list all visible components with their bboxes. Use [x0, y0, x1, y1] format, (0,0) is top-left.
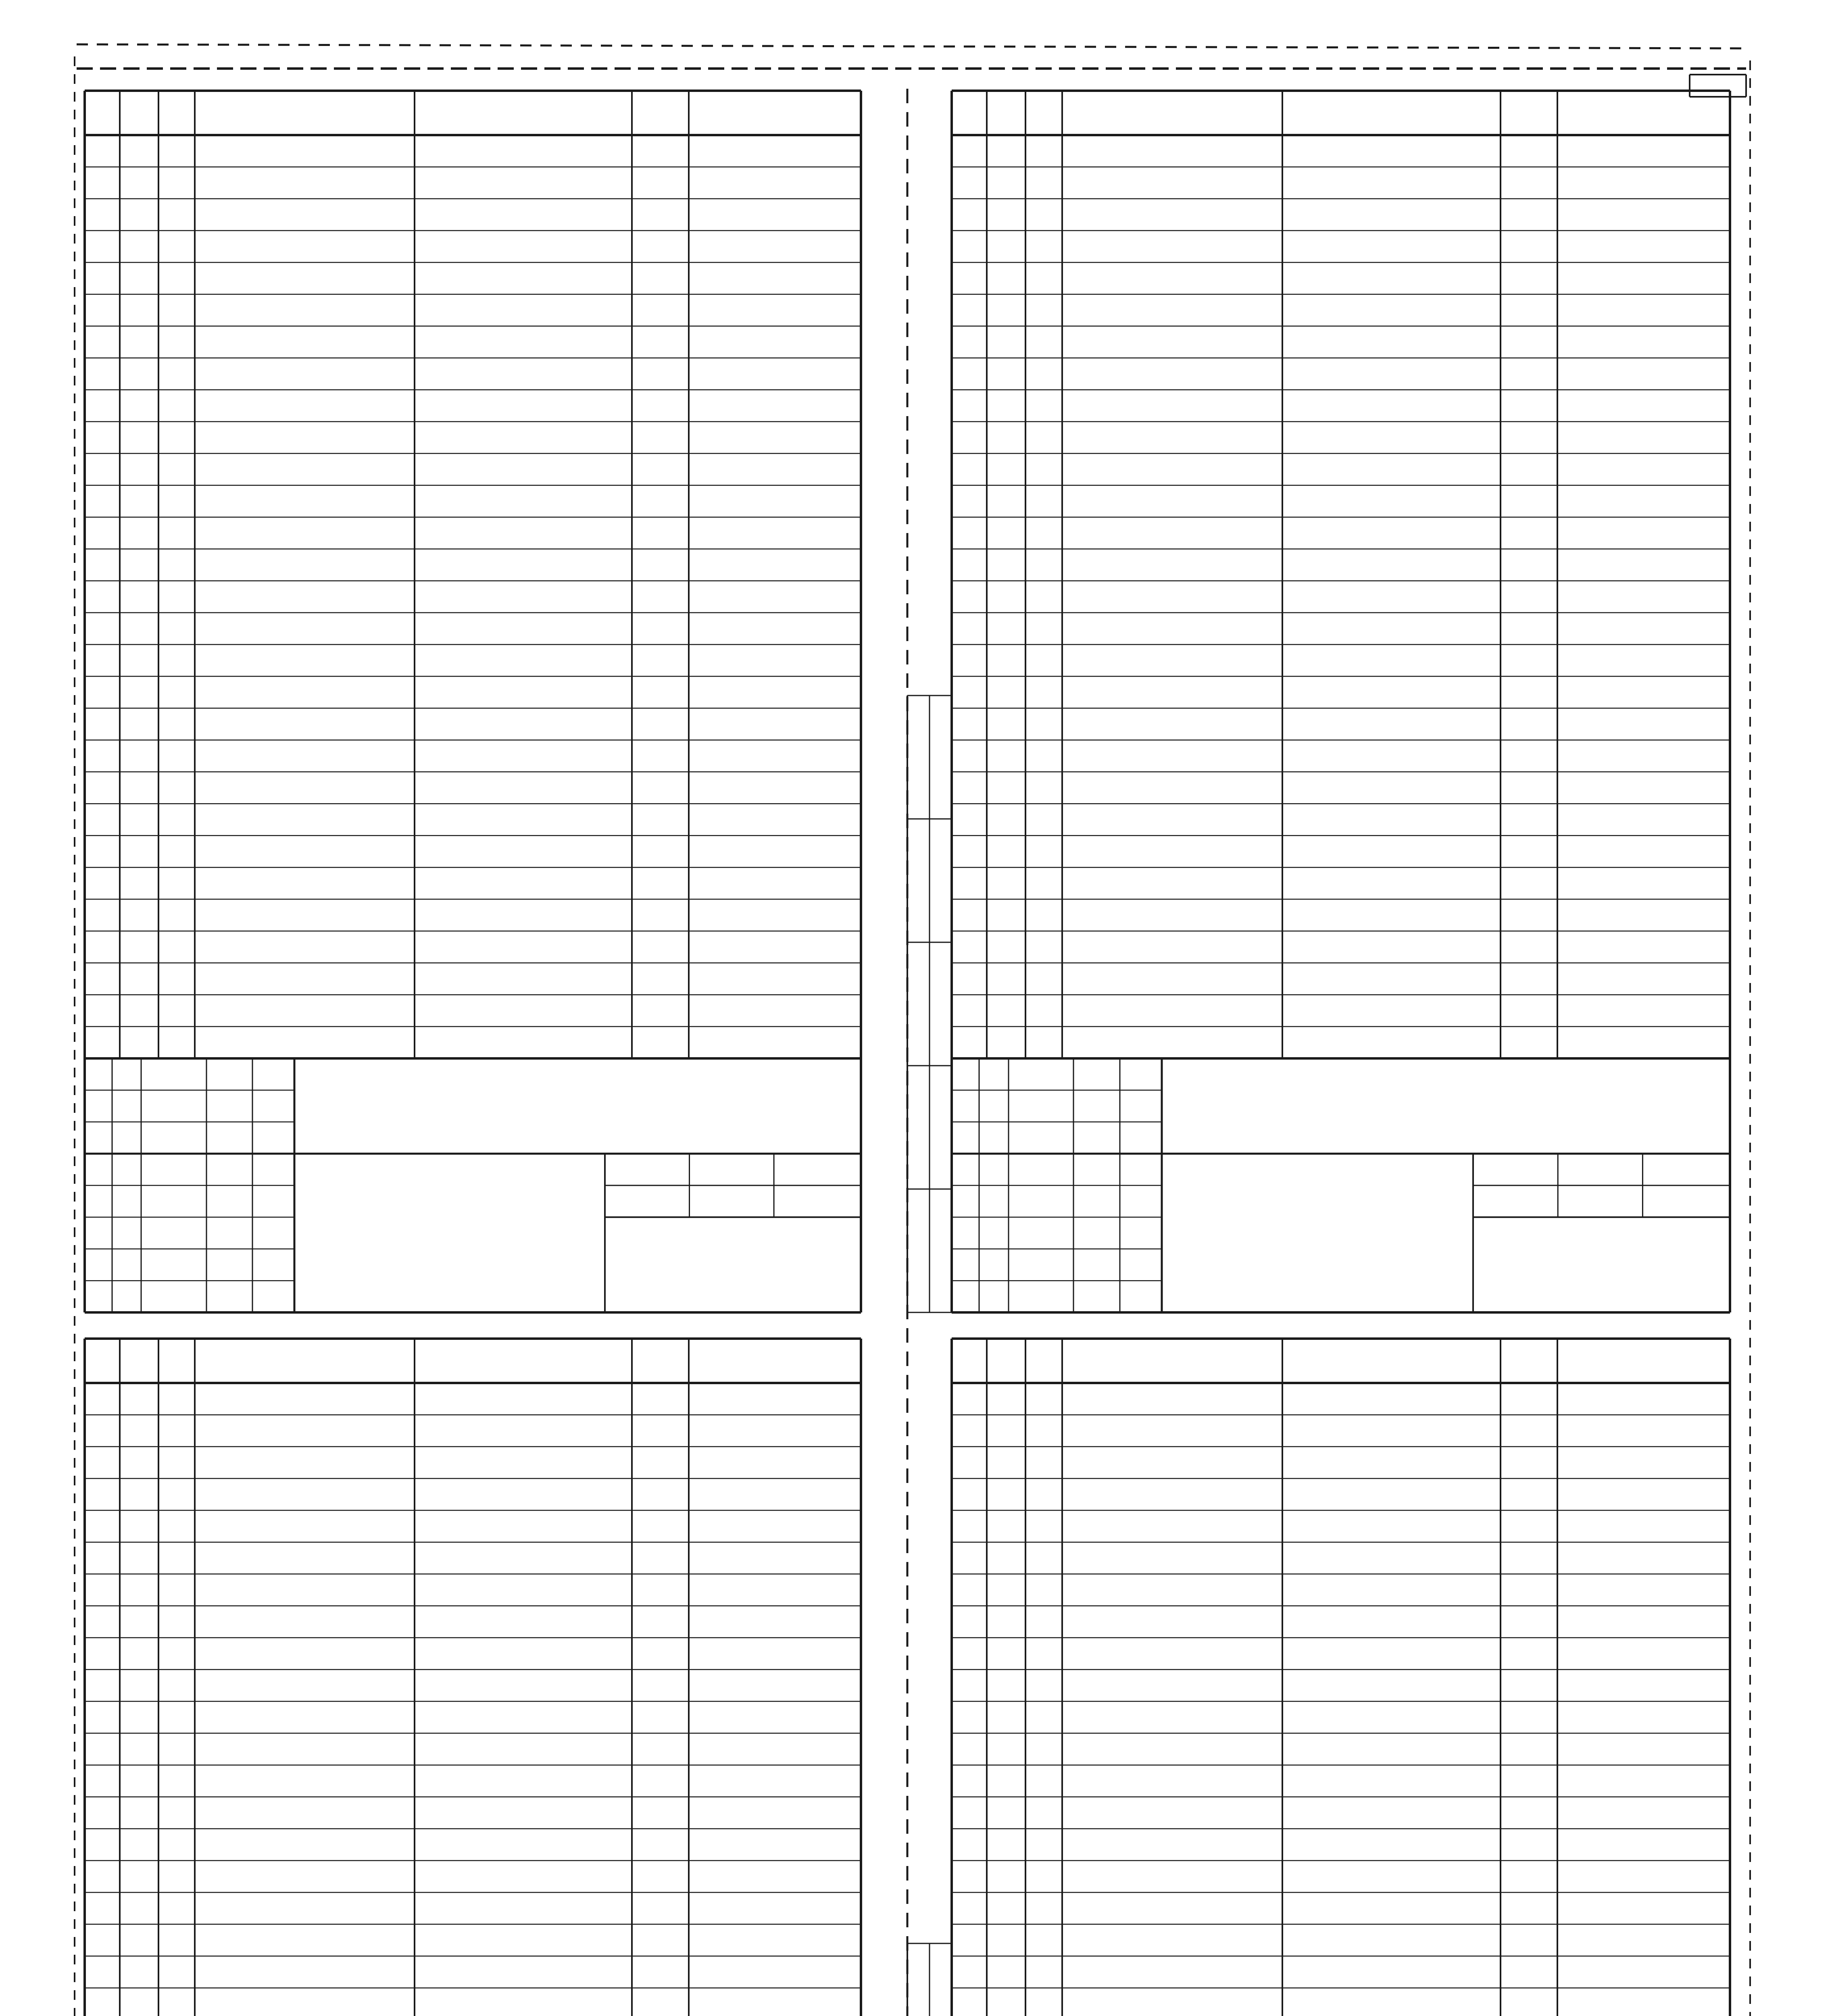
- row-position: [1025, 263, 1062, 294]
- row-position: [158, 1607, 195, 1637]
- row-name: [419, 1766, 628, 1796]
- row-designation: [207, 1511, 411, 1541]
- stamp-role: [86, 1154, 140, 1185]
- row-name: [419, 391, 628, 421]
- row-position: [1025, 391, 1062, 421]
- header-note: [1557, 95, 1730, 131]
- row-note: [1559, 550, 1728, 580]
- stamp-org: [1481, 1248, 1722, 1279]
- format-note: [728, 1315, 857, 1335]
- row-note: [1559, 1893, 1728, 1923]
- header-note: [1557, 1343, 1730, 1379]
- row-qty: [632, 1830, 689, 1860]
- stamp-role: [953, 1185, 1008, 1217]
- row-position: [1025, 1798, 1062, 1828]
- section-heading: [431, 677, 640, 707]
- row-format: [87, 1511, 119, 1541]
- row-name: [1286, 454, 1496, 485]
- row-format: [87, 359, 119, 389]
- stamp-head-label: [253, 1122, 294, 1154]
- row-position: [158, 359, 195, 389]
- row-designation: [1074, 1511, 1278, 1541]
- row-name: [1286, 486, 1496, 516]
- row-name: [419, 709, 628, 739]
- row-note: [690, 582, 859, 612]
- row-position: [1025, 1639, 1062, 1669]
- row-name: [419, 1702, 628, 1733]
- header-note: [689, 1343, 861, 1379]
- row-qty: [632, 327, 689, 357]
- row-name: [1286, 263, 1496, 294]
- row-name: [419, 295, 628, 325]
- row-name: [1286, 1766, 1496, 1796]
- row-name: [1286, 1734, 1496, 1764]
- stamp-org: [613, 1248, 853, 1279]
- stamp-head-label: [113, 1122, 140, 1154]
- row-qty: [632, 1957, 689, 1987]
- stamp-name: [1010, 1154, 1073, 1185]
- stamp-lit: [606, 1154, 688, 1185]
- row-name: [419, 645, 628, 675]
- row-name: [419, 263, 628, 294]
- stamp-org: [613, 1217, 853, 1249]
- row-position: [158, 550, 195, 580]
- row-note: [690, 1957, 859, 1987]
- row-name: [1286, 1893, 1496, 1923]
- header-qty: [632, 95, 689, 131]
- row-name: [1286, 1575, 1496, 1605]
- row-designation: [1074, 168, 1278, 198]
- header-designation: [195, 95, 415, 131]
- row-name: [419, 582, 628, 612]
- section-heading: [431, 1479, 640, 1510]
- row-designation: [207, 263, 411, 294]
- row-designation: [207, 359, 411, 389]
- stamp-head-label: [1074, 1122, 1119, 1154]
- header-name: [1282, 1343, 1501, 1379]
- stamp-name: [143, 1249, 206, 1281]
- row-position: [1025, 1766, 1062, 1796]
- stamp-name: [143, 1154, 206, 1185]
- row-name: [419, 327, 628, 357]
- row-format: [87, 168, 119, 198]
- row-position: [158, 613, 195, 644]
- row-format: [954, 1511, 986, 1541]
- row-name: [1286, 359, 1496, 389]
- row-position: [158, 263, 195, 294]
- header-qty: [1501, 95, 1557, 131]
- row-name: [1286, 1639, 1496, 1669]
- section-heading: [431, 1893, 640, 1923]
- section-heading: [1298, 231, 1509, 262]
- stamp-lit-value: [1477, 1185, 1501, 1217]
- section-heading: [1298, 1479, 1509, 1510]
- row-name: [419, 359, 628, 389]
- stamp-head-label: [1121, 1122, 1161, 1154]
- row-format: [954, 168, 986, 198]
- sheet-code: [1170, 1062, 1714, 1134]
- header-designation: [1062, 1343, 1282, 1379]
- row-name: [419, 550, 628, 580]
- stamp-org: [1481, 1217, 1722, 1249]
- section-heading: [1298, 1384, 1509, 1414]
- row-designation: [1074, 1766, 1278, 1796]
- row-name: [1286, 1957, 1496, 1987]
- row-name: [1286, 550, 1496, 580]
- stamp-head-label: [1009, 1122, 1073, 1154]
- row-note: [1559, 486, 1728, 516]
- row-name: [419, 423, 628, 453]
- stamp-org: [613, 1277, 853, 1309]
- row-name: [419, 1925, 628, 1955]
- row-note: [1559, 1607, 1728, 1637]
- section-heading: [431, 1670, 640, 1701]
- section-heading: [431, 1384, 640, 1414]
- row-note: [690, 1766, 859, 1796]
- row-name: [419, 1861, 628, 1891]
- row-name: [1286, 1511, 1496, 1541]
- row-qty: [632, 1861, 689, 1891]
- format-note: [1597, 1315, 1726, 1335]
- row-position: [1025, 1925, 1062, 1955]
- stamp-role: [86, 1249, 140, 1281]
- row-format: [954, 1766, 986, 1796]
- row-name: [1286, 327, 1496, 357]
- row-designation: [1074, 391, 1278, 421]
- stamp-role: [953, 1249, 1008, 1281]
- row-name: [1286, 1861, 1496, 1891]
- row-name: [1286, 168, 1496, 198]
- row-format: [87, 263, 119, 294]
- section-heading: [1298, 136, 1509, 166]
- stamp-head-label: [142, 1122, 206, 1154]
- stamp-sheets: [1644, 1154, 1728, 1185]
- section-heading: [431, 231, 640, 262]
- stamp-sheets-value: [775, 1185, 859, 1217]
- row-qty: [1501, 1607, 1557, 1637]
- row-note: [690, 1702, 859, 1733]
- header-qty: [1501, 1343, 1557, 1379]
- row-name: [419, 613, 628, 644]
- row-name: [419, 1511, 628, 1541]
- row-name: [1286, 1830, 1496, 1860]
- row-designation: [207, 454, 411, 485]
- row-name: [419, 1830, 628, 1860]
- stamp-role: [86, 1185, 140, 1217]
- row-format: [87, 1607, 119, 1637]
- row-designation: [1074, 1798, 1278, 1828]
- row-position: [158, 1798, 195, 1828]
- stamp-role: [86, 1281, 140, 1312]
- row-format: [954, 1925, 986, 1955]
- rule-line: [77, 44, 1746, 48]
- header-name: [415, 95, 632, 131]
- row-note: [1559, 1734, 1728, 1764]
- row-position: [1025, 1511, 1062, 1541]
- row-position: [158, 1766, 195, 1796]
- row-name: [1286, 1670, 1496, 1701]
- row-name: [419, 741, 628, 771]
- sheet-code: [302, 1062, 845, 1134]
- stamp-sheets: [775, 1154, 859, 1185]
- header-note: [689, 95, 861, 131]
- row-name: [1286, 1989, 1496, 2016]
- row-name: [1286, 391, 1496, 421]
- section-heading: [1298, 518, 1509, 548]
- row-qty: [632, 1702, 689, 1733]
- row-format: [87, 454, 119, 485]
- stamp-role: [953, 1217, 1008, 1249]
- stamp-name: [143, 1185, 206, 1217]
- row-position: [158, 454, 195, 485]
- row-position: [158, 1702, 195, 1733]
- stamp-role: [953, 1154, 1008, 1185]
- row-name: [1286, 1543, 1496, 1573]
- row-qty: [632, 645, 689, 675]
- stamp-org: [1481, 1277, 1722, 1309]
- row-position: [158, 1511, 195, 1541]
- row-qty: [632, 1798, 689, 1828]
- row-qty: [632, 1607, 689, 1637]
- row-note: [690, 1861, 859, 1891]
- row-format: [954, 263, 986, 294]
- stamp-name: [1010, 1217, 1073, 1249]
- section-heading: [431, 518, 640, 548]
- header-designation: [1062, 95, 1282, 131]
- row-position: [158, 1861, 195, 1891]
- row-note: [690, 327, 859, 357]
- row-format: [954, 1639, 986, 1669]
- row-name: [1286, 1416, 1496, 1446]
- stamp-name: [143, 1217, 206, 1249]
- row-qty: [1501, 1925, 1557, 1955]
- stamp-sheets-value: [1644, 1185, 1728, 1217]
- row-format: [87, 1416, 119, 1446]
- row-name: [1286, 1925, 1496, 1955]
- row-note: [690, 741, 859, 771]
- row-format: [954, 391, 986, 421]
- row-designation: [1074, 1957, 1278, 1987]
- row-name: [419, 1734, 628, 1764]
- sheet-title: [298, 1185, 601, 1255]
- row-designation: [1074, 1416, 1278, 1446]
- stamp-head-label: [980, 1122, 1008, 1154]
- row-position: [1025, 1957, 1062, 1987]
- row-qty: [632, 1766, 689, 1796]
- row-qty: [1501, 486, 1557, 516]
- stamp-sheet: [691, 1154, 773, 1185]
- row-qty: [632, 1511, 689, 1541]
- section-heading: [431, 136, 640, 166]
- stamp-head-label: [207, 1122, 252, 1154]
- row-qty: [632, 582, 689, 612]
- row-position: [158, 1734, 195, 1764]
- row-note: [1559, 359, 1728, 389]
- row-name: [1286, 295, 1496, 325]
- page-number: [1690, 75, 1746, 97]
- row-name: [419, 1607, 628, 1637]
- stamp-role: [953, 1281, 1008, 1312]
- stamp-sheet: [1559, 1154, 1641, 1185]
- stamp-head-label: [85, 1122, 111, 1154]
- header-designation: [195, 1343, 415, 1379]
- sheet-title: [1166, 1185, 1469, 1255]
- row-position: [158, 1830, 195, 1860]
- header-qty: [632, 1343, 689, 1379]
- row-format: [954, 1416, 986, 1446]
- row-name: [1286, 1607, 1496, 1637]
- header-name: [415, 1343, 632, 1379]
- row-designation: [1074, 1639, 1278, 1669]
- row-format: [954, 1798, 986, 1828]
- stamp-head-label: [952, 1122, 978, 1154]
- section-heading: [431, 1575, 640, 1605]
- row-qty: [1501, 1893, 1557, 1923]
- row-name: [1286, 423, 1496, 453]
- row-note: [690, 645, 859, 675]
- row-name: [419, 454, 628, 485]
- stamp-lit: [1475, 1154, 1556, 1185]
- row-qty: [632, 454, 689, 485]
- stamp-lit-value: [609, 1185, 633, 1217]
- stamp-name: [1010, 1185, 1073, 1217]
- stamp-role: [86, 1217, 140, 1249]
- row-name: [419, 1416, 628, 1446]
- row-qty: [632, 423, 689, 453]
- row-note: [690, 1734, 859, 1764]
- row-note: [690, 1798, 859, 1828]
- stamp-name: [1010, 1249, 1073, 1281]
- row-note: [690, 423, 859, 453]
- row-position: [158, 1925, 195, 1955]
- row-designation: [207, 1416, 411, 1446]
- row-designation: [1074, 1925, 1278, 1955]
- row-designation: [1074, 263, 1278, 294]
- row-qty: [632, 1734, 689, 1764]
- row-format: [954, 1957, 986, 1987]
- row-designation: [207, 1607, 411, 1637]
- row-name: [419, 1957, 628, 1987]
- row-designation: [207, 168, 411, 198]
- row-name: [419, 1798, 628, 1828]
- row-qty: [1501, 1734, 1557, 1764]
- header-name: [1282, 95, 1501, 131]
- row-name: [1286, 1798, 1496, 1828]
- row-note: [690, 1830, 859, 1860]
- row-name: [1286, 1702, 1496, 1733]
- row-qty: [1501, 359, 1557, 389]
- row-name: [419, 168, 628, 198]
